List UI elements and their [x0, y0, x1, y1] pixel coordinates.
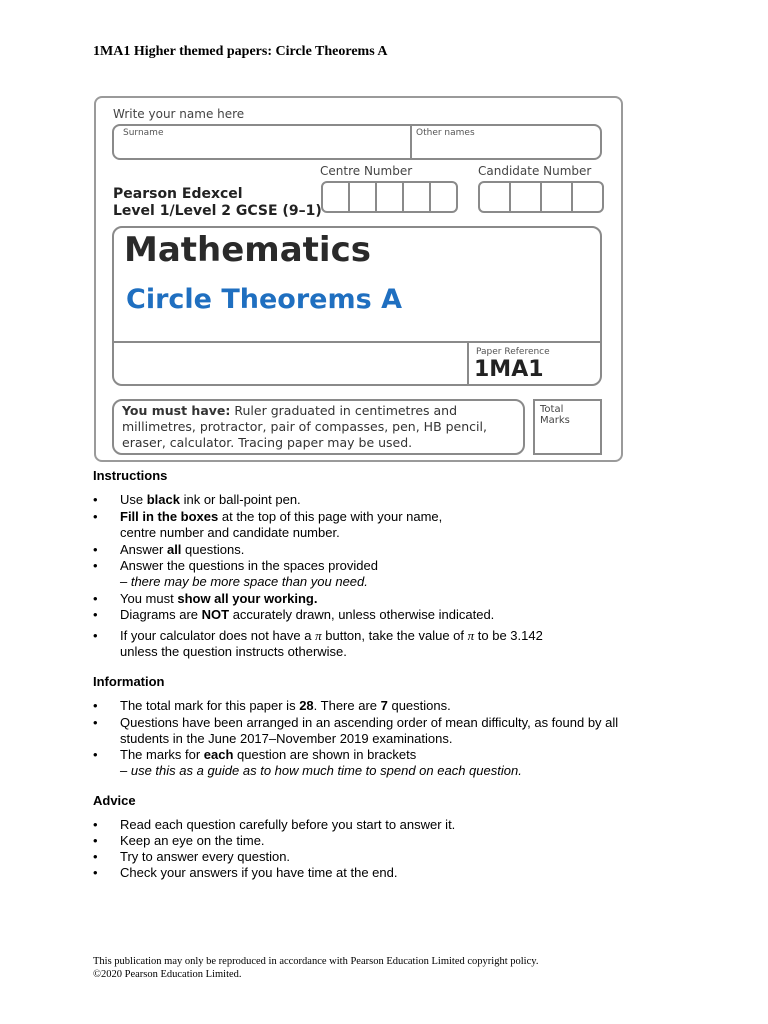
list-item [93, 542, 693, 558]
text: button, take the value of [321, 628, 468, 643]
bullet: • [93, 628, 98, 643]
text: Read each question carefully before you start to answer it. [120, 817, 456, 832]
text: ink or ball-point pen. [179, 492, 301, 507]
bullet: • [93, 747, 98, 762]
total-marks-box [533, 399, 602, 455]
bold-text: NOT [201, 607, 230, 622]
centre-digit-box[interactable] [321, 181, 350, 213]
text: . There are [313, 698, 381, 713]
bold-text: black [146, 492, 180, 507]
bullet: • [93, 607, 98, 622]
list-item [93, 747, 693, 779]
must-have-text: Ruler graduated in centimetres and millimetres, protractor, pair of compasses, pen, HB pencil, eraser, calculator. Tracing paper may be used. [122, 403, 487, 450]
copyright-footer [93, 955, 538, 981]
subject-title: Mathematics [124, 230, 371, 270]
bullet: • [93, 509, 98, 524]
centre-digit-box[interactable] [375, 181, 404, 213]
bold-text: 7 [380, 698, 388, 713]
text: at the top of this page with your name, [218, 509, 443, 524]
candidate-number-label: Candidate Number [478, 164, 592, 178]
must-have-label: You must have: [122, 403, 231, 418]
bullet: • [93, 542, 98, 557]
pi-symbol: π [315, 628, 322, 643]
text: question are shown in brackets [233, 747, 417, 762]
surname-label: Surname [123, 128, 164, 138]
text: Answer the questions in the spaces provided [120, 558, 378, 573]
exam-board [113, 186, 322, 220]
footer-line: This publication may only be reproduced in accordance with Pearson Education Limited copyright policy. [93, 956, 539, 967]
candidate-digit-box[interactable] [540, 181, 573, 213]
text: centre number and candidate number. [120, 525, 340, 540]
list-item [93, 833, 693, 849]
subject-divider [114, 341, 600, 343]
candidate-number-boxes[interactable] [478, 181, 604, 213]
list-item [93, 492, 693, 508]
bold-text: all [166, 542, 182, 557]
must-have-box [112, 399, 525, 455]
total-marks-label: Total Marks [540, 404, 570, 426]
paper-title: Circle Theorems A [126, 284, 402, 315]
subject-box [112, 226, 602, 386]
bold-text: each [203, 747, 234, 762]
bullet: • [93, 591, 98, 606]
footer-line: ©2020 Pearson Education Limited. [93, 969, 242, 980]
text: The total mark for this paper is [120, 698, 300, 713]
candidate-digit-box[interactable] [478, 181, 511, 213]
text: unless the question instructs otherwise. [120, 644, 347, 659]
list-item [93, 607, 693, 623]
bullet: • [93, 698, 98, 713]
information-heading: Information [93, 674, 165, 689]
centre-number-label: Centre Number [320, 164, 413, 178]
advice-heading: Advice [93, 793, 136, 808]
bullet: • [93, 865, 98, 880]
list-item [93, 628, 693, 660]
name-divider [410, 126, 412, 158]
advice-list [93, 817, 693, 881]
text: Answer [120, 542, 167, 557]
pi-symbol: π [467, 628, 475, 643]
text: questions. [387, 698, 451, 713]
reference-divider [467, 341, 469, 384]
text: Use [120, 492, 147, 507]
bullet: • [93, 558, 98, 573]
bullet: • [93, 817, 98, 832]
board-name: Pearson Edexcel [113, 186, 243, 202]
list-item [93, 509, 693, 541]
text: If your calculator does not have a [120, 628, 316, 643]
bold-text: 28 [299, 698, 314, 713]
list-item [93, 591, 693, 607]
paper-reference-code: 1MA1 [474, 357, 544, 382]
name-field-box[interactable] [112, 124, 602, 160]
bullet: • [93, 715, 98, 730]
board-level: Level 1/Level 2 GCSE (9–1) [113, 203, 322, 219]
text: to be 3.142 [474, 628, 543, 643]
information-list [93, 698, 693, 779]
instructions-heading: Instructions [93, 468, 168, 483]
candidate-digit-box[interactable] [509, 181, 542, 213]
document-header-title: 1MA1 Higher themed papers: Circle Theorems A [93, 44, 388, 59]
list-item [93, 849, 693, 865]
bold-text: Fill in the boxes [120, 509, 219, 524]
list-item [93, 817, 693, 833]
text: Diagrams are [120, 607, 202, 622]
italic-text: – there may be more space than you need. [120, 574, 368, 589]
list-item [93, 698, 693, 714]
other-names-label: Other names [416, 128, 475, 138]
bullet: • [93, 492, 98, 507]
text: accurately drawn, unless otherwise indicated. [229, 607, 495, 622]
bold-text: show all your working. [177, 591, 318, 606]
text: Questions have been arranged in an ascending order of mean difficulty, as found by all [120, 715, 619, 730]
list-item [93, 865, 693, 881]
list-item [93, 558, 693, 590]
paper-reference-label: Paper Reference [476, 347, 550, 357]
text: Try to answer every question. [120, 849, 291, 864]
bullet: • [93, 833, 98, 848]
text: Keep an eye on the time. [120, 833, 265, 848]
list-item [93, 715, 693, 747]
bullet: • [93, 849, 98, 864]
text: You must [120, 591, 178, 606]
write-name-label: Write your name here [113, 107, 245, 121]
centre-number-boxes[interactable] [321, 181, 458, 213]
italic-text: – use this as a guide as to how much time to spend on each question. [120, 763, 522, 778]
centre-digit-box[interactable] [402, 181, 431, 213]
centre-digit-box[interactable] [429, 181, 458, 213]
text: students in the June 2017–November 2019 examinations. [120, 731, 453, 746]
centre-digit-box[interactable] [348, 181, 377, 213]
text: Check your answers if you have time at the end. [120, 865, 398, 880]
text: questions. [181, 542, 245, 557]
text: The marks for [120, 747, 204, 762]
instructions-list [93, 492, 693, 660]
candidate-digit-box[interactable] [571, 181, 604, 213]
